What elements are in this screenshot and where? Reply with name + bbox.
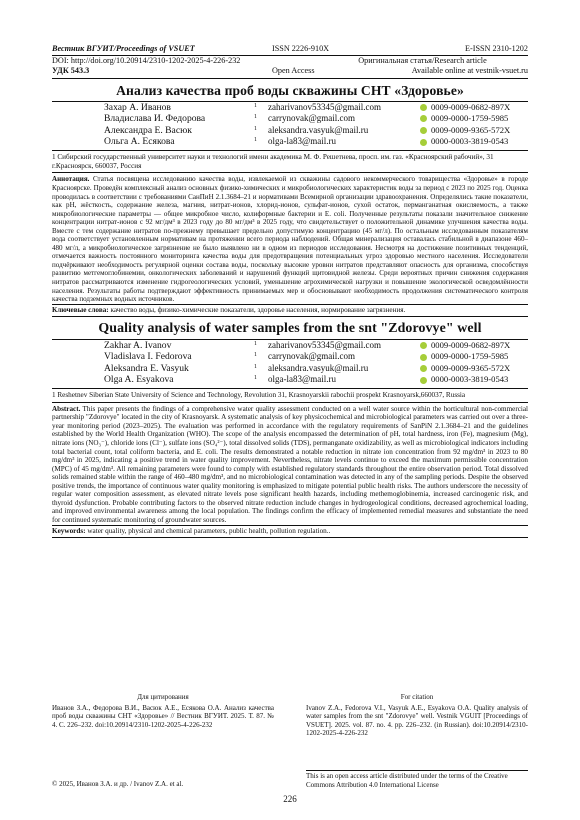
en-title-rule-top [52, 316, 528, 317]
author-sup: 1 [254, 102, 257, 109]
eissn: E-ISSN 2310-1202 [465, 44, 528, 53]
available-online-link[interactable]: Available online at vestnik-vsuet.ru [411, 66, 528, 75]
header-row-2 [52, 56, 528, 67]
orcid-icon [420, 104, 427, 111]
license-link[interactable]: This is an open access article distributed under the terms of the Creative Commons Attribution 4.0 International License [306, 770, 528, 789]
author-email[interactable]: aleksandra.vasyuk@mail.ru [268, 362, 369, 373]
en-keywords [52, 527, 528, 536]
en-affiliation: 1 Reshetnev Siberian State University of Science and Technology, Revolution 31, Krasnoyarskii rabochii prospekt Krasnoyarsk,660037, Russia [52, 391, 466, 400]
author-sup: 1 [254, 352, 257, 359]
author-email[interactable]: olga-la83@mail.ru [268, 136, 337, 147]
author-sup: 1 [254, 125, 257, 132]
en-abstract-divider [52, 402, 528, 403]
doi-link[interactable]: DOI: http://doi.org/10.20914/2310-1202-2025-4-226-232 [52, 55, 241, 65]
author-email[interactable]: olga-la83@mail.ru [268, 374, 337, 385]
author-sup: 1 [254, 340, 257, 347]
orcid-icon [420, 115, 427, 122]
author-email[interactable]: carrynovak@gmail.com [268, 113, 356, 124]
ru-abstract [52, 175, 528, 303]
en-keywords-text: water quality, physical and chemical parameters, public health, pollution regulation.. [87, 526, 331, 535]
ru-abstract-text: Статья посвящена исследованию качества воды, извлекаемой из скважины садового некоммерческого товарищества «Здоровье» в городе Красноярске. Проведён комплексный анализ основных физико-химических и микробиологических характеристик воды за период с 2023 по 2025 год. Оценка проводилась в соответствии с требованиями СанПиН 2.1.3684–21 и нормативами Всемирной организации здравоохранения. Определялись такие показатели, как рН, жёсткость, содержание железа, магния, нитрат-ионов, хлорид-ионов, сульфат-ионов, сухой остаток, перманганатная окисляемость, а также микробиологические параметры — общее микробное число, колиформные бактерии и E. coli. Полученные результаты показали значительное снижение концентрации нитрат-ионов с 92 мг/дм³ в 2023 году до 80 мг/дм³ в 2025 году, что свидетельствует о положительной динамике улучшения качества воды. Вместе с тем содержание нитратов по-прежнему превышает предельно допустимую концентрацию (45 мг/л). По остальным исследованным показателям вода соответствует установленным нормативам на протяжении всего периода наблюдений. Общая минерализация оставалась стабильной в диапазоне 460–480 мг/л, а микробиологическое загрязнение не было выявлено ни в одном из периодов исследования. Несмотря на достижение позитивных тенденций, отмечается важность постоянного мониторинга качества воды для предотвращения потенциальных угроз здоровью местного населения. Исследователи подчёркивают необходимость регулярной оценки состава воды, поскольку высокие уровни нитратов представляют опасность для организма, способствуя развитию метгемоглобинемии, онкологических заболеваний и нарушений функций щитовидной железы. Среди вероятных причин снижения содержания нитратов рассматриваются изменение гидрогеологических условий, уменьшение агрохимической нагрузки и повышение экологической осведомлённости населения. Результаты работы подтверждают эффективность принимаемых мер и обосновывают необходимость продолжения систематического контроля качества подземных водных источников. [52, 175, 529, 304]
orcid-icon [420, 354, 427, 361]
citation-block [52, 693, 528, 738]
header-row-1 [52, 44, 528, 55]
abstract-divider [52, 172, 528, 173]
article-type: Оригинальная статья/Research article [358, 55, 487, 65]
ru-abstract-label: Аннотация. [52, 175, 90, 184]
author-orcid[interactable]: 0000-0003-3819-0543 [420, 136, 580, 148]
citation-ru-text: Иванов З.А., Федорова В.И., Васюк А.Е., Есякова О.А. Анализ качества проб воды скважины СНТ «Здоровье» // Вестник ВГУИТ. 2025. Т. 87. № 4. С. 226–232. doi:10.20914/2310-1202-2025-4-226-232 [52, 703, 274, 729]
footer [52, 770, 528, 789]
author-email[interactable]: zaharivanov53345@gmail.com [268, 339, 382, 350]
author-sup: 1 [254, 375, 257, 382]
author-name: Aleksandra E. Vasyuk [104, 362, 189, 374]
udc: УДК 543.3 [52, 66, 90, 75]
citation-ru-head: Для цитирования [137, 693, 189, 701]
copyright: © 2025, Иванов З.А. и др. / Ivanov Z.A. et al. [52, 780, 184, 788]
en-abstract-label: Abstract. [52, 404, 81, 413]
author-name: Владислава И. Федорова [104, 113, 206, 125]
author-orcid[interactable]: 0009-0009-9365-572X [420, 363, 580, 375]
citation-ru [52, 693, 274, 738]
author-orcid[interactable]: 0000-0003-3819-0543 [420, 374, 580, 386]
journal-name: Вестник ВГУИТ/Proceedings of VSUET [52, 44, 195, 53]
kw-divider [52, 304, 528, 305]
orcid-icon [420, 342, 427, 349]
title-rule-top [52, 78, 528, 79]
author-name: Ольга А. Есякова [104, 136, 175, 148]
author-name: Vladislava I. Fedorova [104, 351, 192, 363]
citation-en-head: For citation [400, 693, 434, 701]
author-name: Olga A. Esyakova [104, 374, 174, 386]
aff-divider [52, 150, 528, 151]
en-abstract-text: This paper presents the findings of a comprehensive water quality assessment conducted on a well water source within the horticultural non-commercial partnership "Zdorovye" located in the city of Krasnoyarsk. A systematic analysis of key physicochemical and microbiological parameters was carried out over a three-year monitoring period (2023–2025). The evaluation was performed in accordance with the regulatory requirements of SanPiN 2.1.3684–21 and the guidelines established by the World Health Organization (WHO). The scope of the analysis encompassed the determination of pH, total hardness, iron (Fe), magnesium (Mg), nitrate ions (NO₃⁻), chloride ions (Cl⁻), sulfate ions (SO₄²⁻), total dissolved solids (TDS), permanganate oxidizability, as well as microbiological indicators including total bacterial count, total coliform bacteria, and E. coli. The results demonstrated a notable reduction in nitrate ion concentration from 92 mg/dm³ in 2023 to 80 mg/dm³ in 2025, indicating a positive trend in water quality improvement. Nevertheless, nitrate levels continue to exceed the maximum permissible concentration (MPC) of 45 mg/dm³. All remaining parameters were found to comply with established regulatory standards throughout the entire observation period. Total dissolved solids remained stable within the range of 460–480 mg/dm³, and no microbiological contamination was detected in any of the sampling periods. Despite the observed positive trends, the importance of continuous water quality monitoring is emphasized to mitigate potential public health risks. The authors underscore the necessity of regular water composition assessment, as elevated nitrate levels pose significant health hazards, including methemoglobinemia, increased carcinogenic risk, and thyroid dysfunction. Probable contributing factors to the observed nitrate reduction include changes in hydrogeological conditions, decreased agrochemical loading, and improved environmental awareness among the local population. The findings confirm the efficacy of implemented remedial measures and substantiate the need for continued systematic monitoring of groundwater sources. [52, 404, 529, 524]
author-name: Александра Е. Васюк [104, 124, 192, 136]
author-email[interactable]: aleksandra.vasyuk@mail.ru [268, 124, 369, 135]
ru-keywords-text: качество воды, физико-химические показатели, здоровье населения, нормирование загрязнения. [110, 305, 406, 314]
article-page [52, 44, 528, 538]
orcid-icon [420, 139, 427, 146]
en-abstract [52, 405, 528, 525]
orcid-icon [420, 127, 427, 134]
author-orcid[interactable]: 0009-0009-9365-572X [420, 125, 580, 137]
citation-en [306, 693, 528, 738]
open-access: Open Access [272, 66, 315, 75]
ru-author-block [104, 102, 528, 148]
en-title: Quality analysis of water samples from the snt "Zdorovye" well [98, 320, 482, 336]
en-kw-divider [52, 525, 528, 526]
issn: ISSN 2226-910X [272, 44, 330, 53]
ru-affiliation: 1 Сибирский государственный университет науки и технологий имени академика М. Ф. Решетнева, просп. им. газ. «Красноярский рабочий», 31 г.Красноярск, 660037, Россия [52, 152, 494, 170]
author-name: Захар А. Иванов [104, 101, 171, 113]
orcid-icon [420, 377, 427, 384]
en-aff-divider [52, 388, 528, 389]
author-sup: 1 [254, 114, 257, 121]
author-name: Zakhar A. Ivanov [104, 339, 172, 351]
author-orcid[interactable]: 0009-0000-1759-5985 [420, 113, 580, 125]
citation-en-text: Ivanov Z.A., Fedorova V.I., Vasyuk A.E., Esyakova O.A. Quality analysis of water samples from the snt "Zdorovye" well. Vestnik VGUIT [Proceedings of VSUET]. 2025. vol. 87. no. 4. pp. 226–232. (in Russian). doi:10.20914/2310-1202-2025-4-226-232 [306, 703, 528, 738]
author-orcid[interactable]: 0009-0000-1759-5985 [420, 351, 580, 363]
en-keywords-label: Keywords: [52, 526, 86, 535]
ru-title: Анализ качества проб воды скважины СНТ «Здоровье» [116, 82, 464, 98]
en-author-block [104, 340, 528, 386]
author-email[interactable]: carrynovak@gmail.com [268, 351, 356, 362]
author-sup: 1 [254, 363, 257, 370]
ru-keywords [52, 306, 528, 315]
en-keywords-rule [52, 537, 528, 538]
author-email[interactable]: zaharivanov53345@gmail.com [268, 101, 382, 112]
author-sup: 1 [254, 137, 257, 144]
author-orcid[interactable]: 0009-0009-0682-897X [420, 340, 580, 352]
ru-keywords-label: Ключевые слова: [52, 305, 109, 314]
header-row-3 [52, 66, 528, 77]
author-orcid[interactable]: 0009-0009-0682-897X [420, 102, 580, 114]
orcid-icon [420, 365, 427, 372]
page-number: 226 [283, 794, 297, 804]
